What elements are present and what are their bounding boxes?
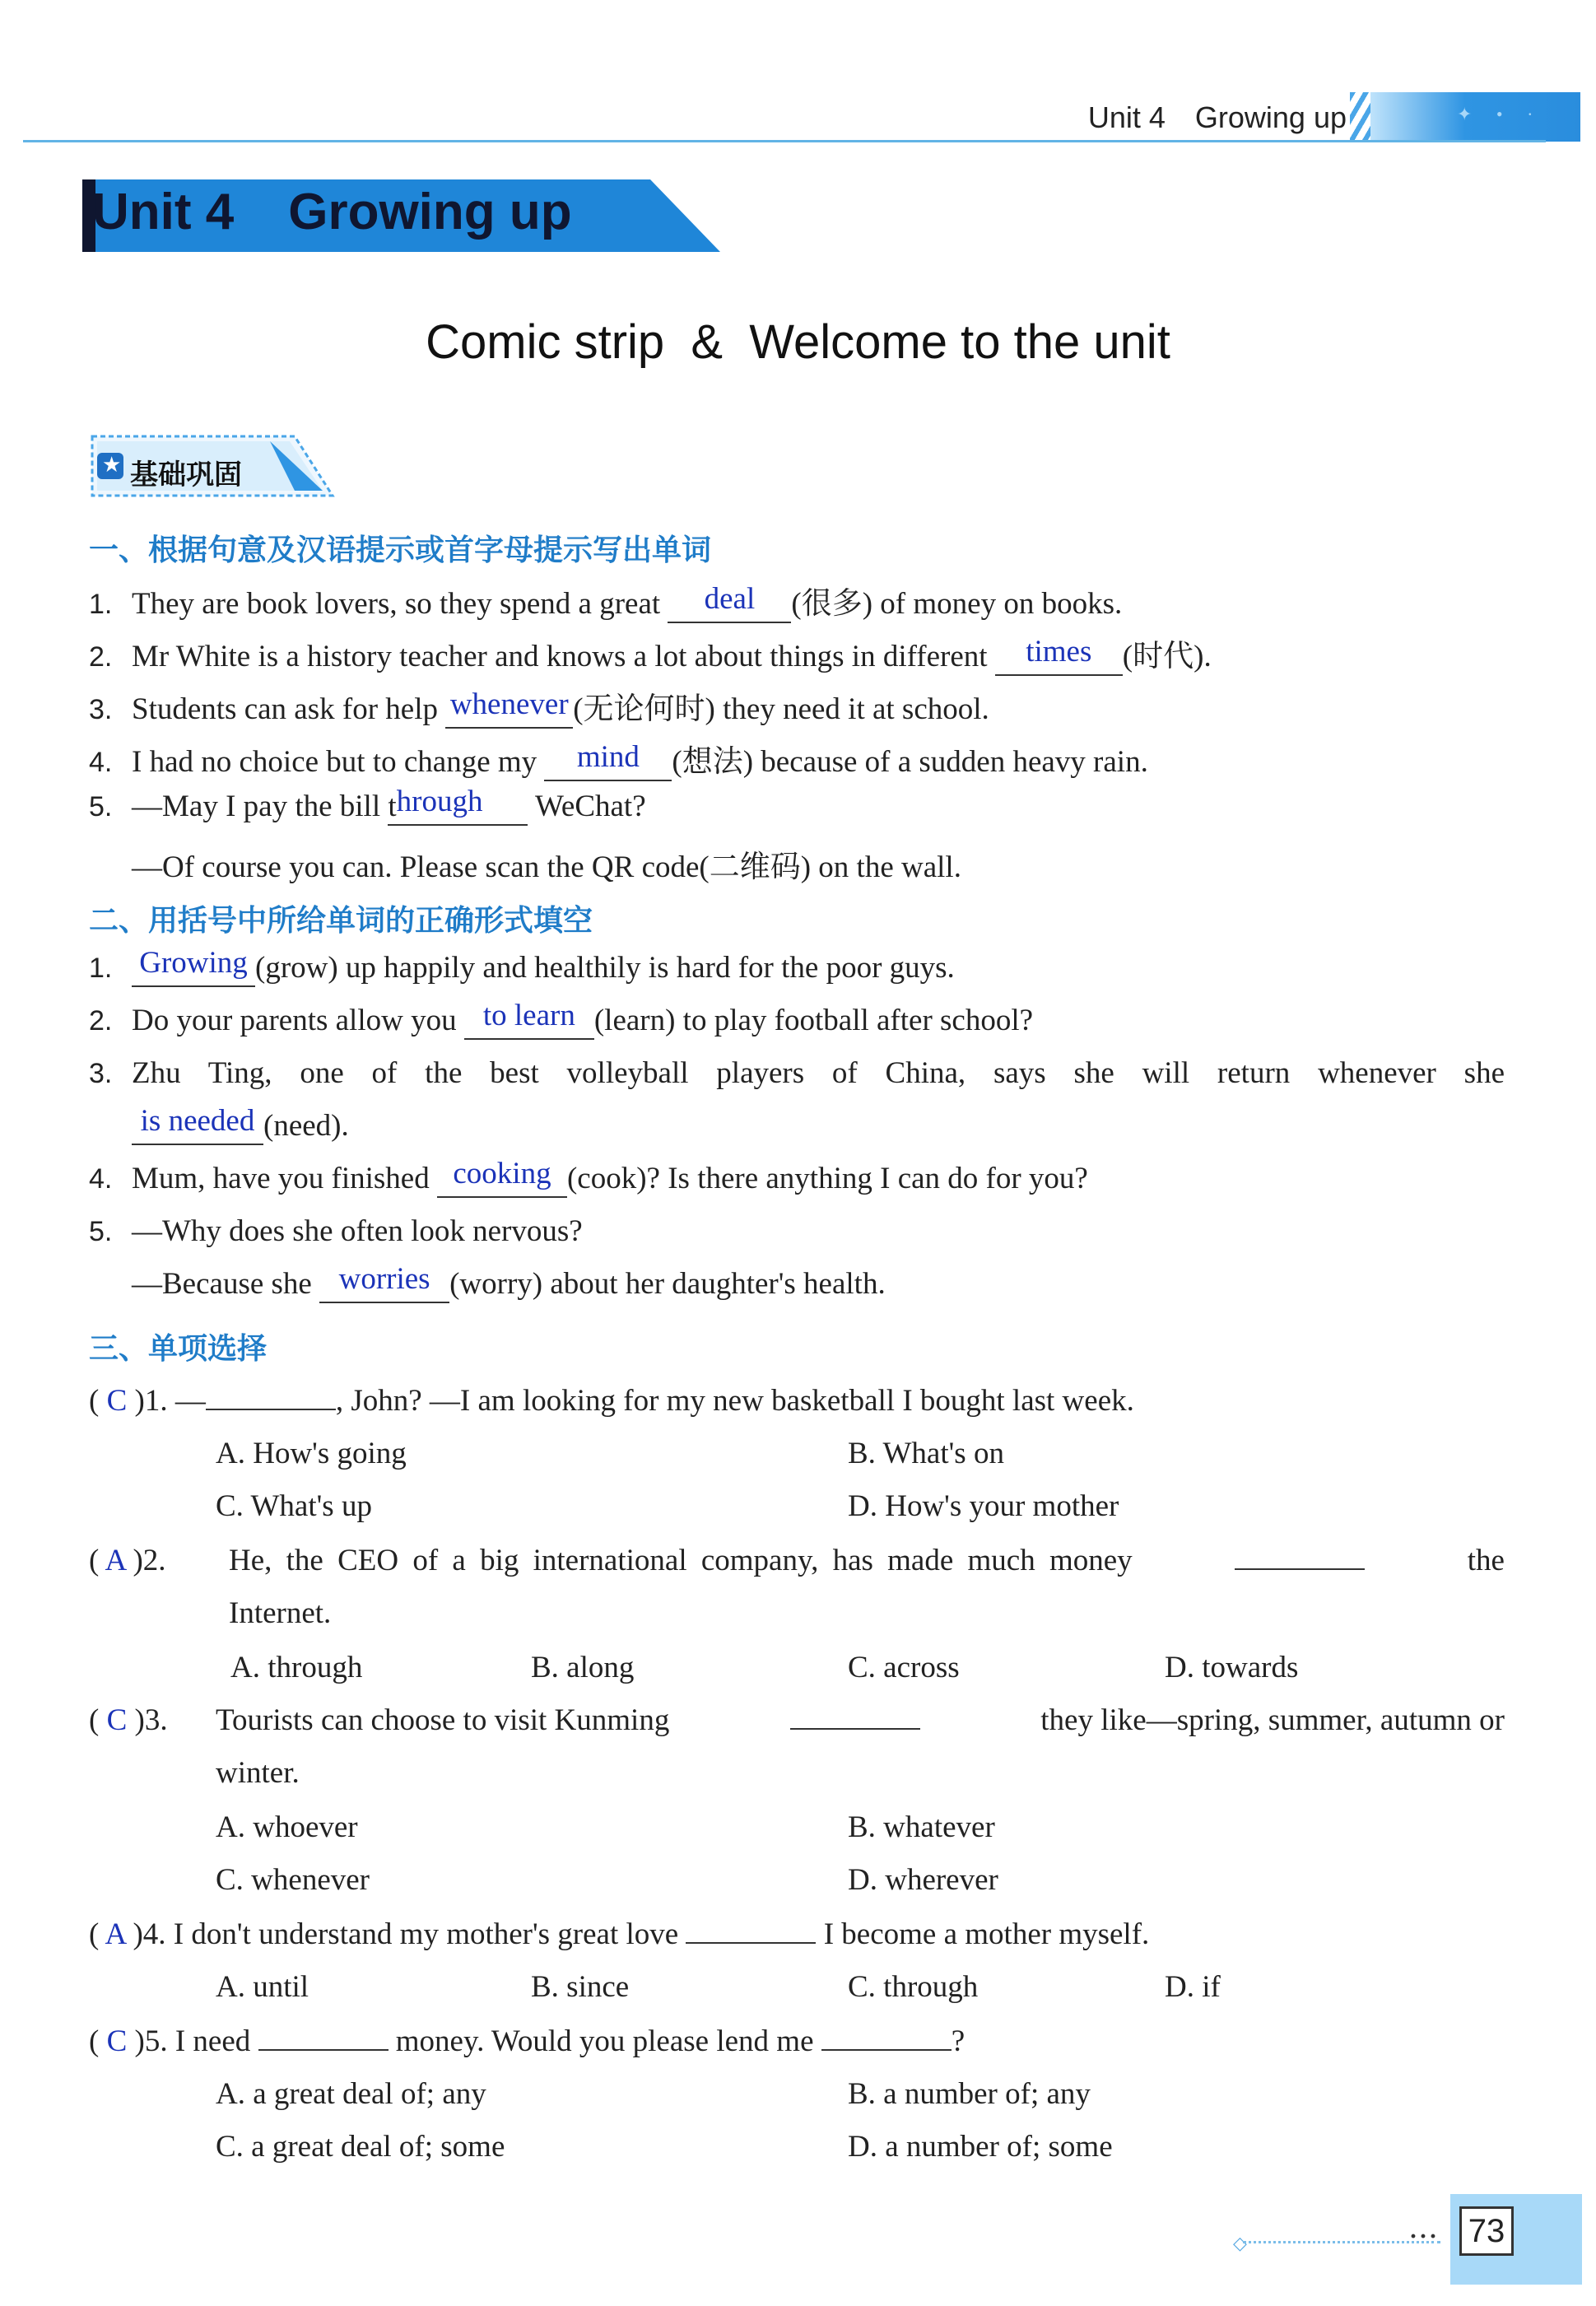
item-number: 1. — [89, 953, 113, 984]
item-text: (cook)? Is there anything I can do for you? — [566, 1162, 1088, 1195]
mcq-3-option-d[interactable]: D. wherever — [848, 1863, 998, 1897]
mcq-answer: A — [105, 1917, 126, 1951]
answer-blank[interactable] — [132, 1104, 263, 1145]
mcq-1-option-c[interactable]: C. What's up — [216, 1489, 372, 1523]
unit-title — [92, 183, 572, 241]
answer-bracket[interactable]: ( C — [89, 1384, 128, 1418]
mcq-5-option-c[interactable]: C. a great deal of; some — [216, 2130, 505, 2164]
item-number: 2. — [89, 641, 113, 673]
item-text: (grow) up happily and healthily is hard for the poor guys. — [255, 951, 955, 985]
mcq-number: )4. — [133, 1917, 166, 1951]
answer-text: whenever — [449, 687, 569, 721]
answer-text: mind — [576, 740, 640, 774]
part2-item-5 — [89, 1214, 583, 1249]
mcq-stem: I don't understand my mother's great love — [173, 1917, 679, 1951]
item-number: 5. — [89, 1216, 113, 1247]
mcq-stem: ? — [951, 2024, 966, 2058]
answer-bracket[interactable]: ( C — [89, 1703, 128, 1737]
item-text: (想法) because of a sudden heavy rain. — [672, 745, 1148, 779]
item-number: 5. — [89, 791, 113, 822]
mcq-5-option-a[interactable]: A. a great deal of; any — [216, 2077, 486, 2111]
header-topic: Growing up — [1194, 100, 1347, 134]
mcq-4-option-c[interactable]: C. through — [848, 1970, 979, 2004]
mcq-2-stem-continued: Internet. — [229, 1596, 332, 1630]
item-text: Students can ask for help — [132, 692, 446, 726]
answer-bracket[interactable]: ( C — [89, 2024, 128, 2058]
item-number: 3. — [89, 1058, 113, 1089]
part2-item-1 — [89, 946, 955, 987]
header-star-icons: ✦ • · — [1457, 104, 1543, 124]
item-number: 4. — [89, 1163, 113, 1195]
answer-text: is needed — [140, 1104, 255, 1138]
mcq-blank[interactable] — [686, 1917, 816, 1944]
answer-text: hrough — [396, 785, 483, 818]
part1-item-4 — [89, 736, 1148, 781]
mcq-blank[interactable] — [206, 1384, 336, 1410]
mcq-stem: I need — [174, 2024, 251, 2058]
mcq-answer: A — [105, 1544, 126, 1577]
mcq-stem: He, the CEO of a big international company, has made much money — [229, 1544, 1133, 1577]
mcq-answer: C — [106, 1703, 128, 1737]
item-text: Mum, have you finished — [132, 1162, 437, 1195]
part2-item-5-reply — [132, 1262, 886, 1303]
item-text: —Because she — [132, 1267, 320, 1301]
answer-blank[interactable] — [668, 582, 791, 623]
mcq-blank[interactable] — [790, 1703, 920, 1730]
part2-item-2 — [89, 999, 1034, 1040]
answer-text: deal — [704, 582, 756, 616]
answer-blank[interactable] — [445, 687, 573, 729]
mcq-1-option-b[interactable]: B. What's on — [848, 1437, 1004, 1470]
part1-item-5-reply: —Of course you can. Please scan the QR code(二维码) on the wall. — [132, 850, 961, 884]
item-text: Zhu Ting, one of the best volleyball players of China, says she will return whenever she — [132, 1056, 1505, 1090]
mcq-answer: C — [106, 2024, 128, 2058]
item-text: (learn) to play football after school? — [593, 1004, 1034, 1037]
mcq-5-option-d[interactable]: D. a number of; some — [848, 2130, 1113, 2164]
item-text: —May I pay the bill — [132, 790, 389, 823]
mcq-4-option-a[interactable]: A. until — [216, 1970, 309, 2004]
first-letter-hint: t — [388, 790, 397, 823]
item-number: 2. — [89, 1005, 113, 1037]
item-text: I had no choice but to change my — [132, 745, 545, 779]
mcq-3-option-c[interactable]: C. whenever — [216, 1863, 370, 1897]
mcq-5-option-b[interactable]: B. a number of; any — [848, 2077, 1091, 2111]
mcq-number: )5. — [134, 2024, 168, 2058]
running-header — [1088, 100, 1347, 135]
item-text: They are book lovers, so they spend a great — [132, 587, 668, 621]
mcq-stem: money. Would you please lend me — [395, 2024, 814, 2058]
mcq-3 — [89, 1703, 168, 1738]
answer-blank[interactable] — [132, 946, 255, 987]
mcq-2-option-c[interactable]: C. across — [848, 1651, 960, 1684]
mcq-blank[interactable] — [258, 2024, 389, 2051]
mcq-stem: they like—spring, summer, autumn or — [1040, 1703, 1505, 1737]
mcq-answer: C — [106, 1384, 128, 1418]
mcq-stem: — — [174, 1384, 206, 1418]
part1-item-5 — [89, 785, 646, 826]
item-text: Do your parents allow you — [132, 1004, 464, 1037]
answer-bracket[interactable]: ( A — [89, 1544, 126, 1577]
mcq-2-option-a[interactable]: A. through — [230, 1651, 363, 1684]
mcq-2-option-d[interactable]: D. towards — [1165, 1651, 1299, 1684]
mcq-1-option-d[interactable]: D. How's your mother — [848, 1489, 1119, 1523]
item-text: (无论何时) they need it at school. — [573, 692, 989, 726]
mcq-number: )3. — [134, 1703, 168, 1737]
part1-item-2 — [89, 631, 1212, 676]
answer-blank[interactable] — [544, 740, 672, 781]
answer-blank[interactable] — [319, 1262, 449, 1303]
mcq-stem: I become a mother myself. — [823, 1917, 1150, 1951]
mcq-4 — [89, 1917, 1149, 1952]
part3-heading: 三、单项选择 — [89, 1331, 268, 1365]
star-icon: ★ — [102, 453, 122, 477]
mcq-blank[interactable] — [1235, 1544, 1365, 1570]
part1-item-1 — [89, 578, 1122, 623]
answer-text: cooking — [453, 1157, 551, 1190]
item-text: (need). — [263, 1109, 349, 1143]
header-rule — [23, 140, 1546, 142]
item-text: Mr White is a history teacher and knows a lot about things in different — [132, 640, 995, 673]
footer-dots: ··· — [1409, 2223, 1440, 2250]
mcq-stem: , John? —I am looking for my new basketball I bought last week. — [335, 1384, 1134, 1418]
item-text: (很多) of money on books. — [791, 587, 1123, 621]
answer-text: times — [1026, 635, 1092, 669]
item-number: 3. — [89, 694, 113, 725]
part1-item-3 — [89, 683, 989, 729]
mcq-1 — [89, 1383, 1134, 1419]
item-number: 4. — [89, 747, 113, 778]
mcq-2-stem — [229, 1543, 1505, 1578]
answer-bracket[interactable]: ( A — [89, 1917, 126, 1951]
item-text: (worry) about her daughter's health. — [449, 1267, 886, 1301]
lesson-title: Comic strip & Welcome to the unit — [426, 315, 1170, 369]
mcq-1-option-a[interactable]: A. How's going — [216, 1437, 407, 1470]
mcq-3-stem — [216, 1703, 1505, 1738]
mcq-blank[interactable] — [821, 2024, 952, 2051]
item-text: —Why does she often look nervous? — [132, 1214, 583, 1248]
mcq-3-option-b[interactable]: B. whatever — [848, 1810, 995, 1844]
page-number: 73 — [1459, 2206, 1514, 2256]
item-text: (时代). — [1122, 640, 1212, 673]
mcq-2-option-b[interactable]: B. along — [531, 1651, 635, 1684]
diamond-icon: ◇ — [1233, 2233, 1247, 2253]
mcq-number: )1. — [134, 1384, 168, 1418]
answer-blank[interactable] — [464, 999, 594, 1040]
part2-item-3-continued — [132, 1104, 349, 1145]
mcq-4-option-b[interactable]: B. since — [531, 1970, 630, 2004]
answer-blank[interactable] — [995, 635, 1123, 676]
answer-blank[interactable] — [437, 1157, 567, 1198]
part2-item-3 — [89, 1055, 1505, 1091]
item-number: 1. — [89, 589, 113, 620]
mcq-2 — [89, 1543, 166, 1578]
section-badge-label: 基础巩固 — [130, 459, 242, 491]
part2-heading: 二、用括号中所给单词的正确形式填空 — [89, 903, 593, 937]
answer-text: worries — [338, 1262, 430, 1296]
item-text: WeChat? — [528, 790, 646, 823]
mcq-3-option-a[interactable]: A. whoever — [216, 1810, 358, 1844]
unit-title-unit: Unit 4 — [92, 184, 235, 240]
unit-title-topic: Growing up — [288, 184, 572, 240]
mcq-stem: the — [1467, 1544, 1505, 1577]
answer-text: Growing — [139, 946, 248, 980]
mcq-5 — [89, 2024, 965, 2059]
answer-blank[interactable] — [388, 785, 528, 826]
mcq-4-option-d[interactable]: D. if — [1165, 1970, 1221, 2004]
part1-heading: 一、根据句意及汉语提示或首字母提示写出单词 — [89, 533, 712, 566]
mcq-stem: Tourists can choose to visit Kunming — [216, 1703, 670, 1737]
header-unit: Unit 4 — [1087, 100, 1166, 134]
part2-item-4 — [89, 1157, 1088, 1198]
mcq-3-stem-continued: winter. — [216, 1756, 300, 1790]
mcq-number: )2. — [133, 1544, 166, 1577]
answer-text: to learn — [482, 999, 575, 1032]
